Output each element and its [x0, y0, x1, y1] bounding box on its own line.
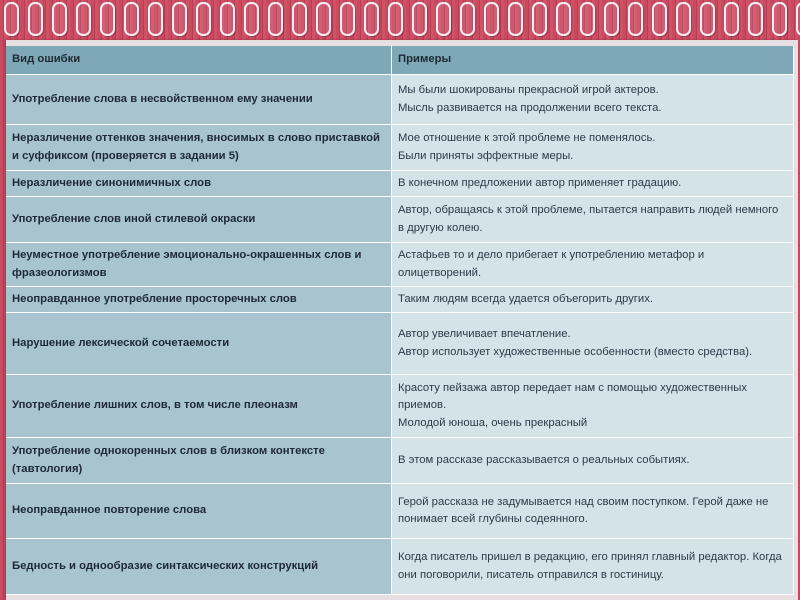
examples-cell	[392, 313, 794, 375]
table-row	[6, 313, 794, 375]
binding-ring	[532, 2, 547, 36]
table-row	[6, 75, 794, 125]
column-header-examples: Примеры	[392, 46, 794, 75]
example-text: Мысль развивается на продолжении всего текста.	[398, 101, 662, 114]
binding-ring	[292, 2, 307, 36]
binding-ring	[244, 2, 259, 36]
binding-ring	[196, 2, 211, 36]
example-text: Красоту пейзажа автор передает нам с помощью художественных приемов.	[398, 381, 747, 412]
binding-ring	[412, 2, 427, 36]
binding-ring	[100, 2, 115, 36]
error-type-cell: Употребление однокоренных слов в близком контексте (тавтология)	[6, 438, 392, 484]
table-row	[6, 484, 794, 539]
binding-ring	[748, 2, 763, 36]
examples-cell	[392, 197, 794, 243]
table-row	[6, 539, 794, 595]
example-text: Мы были шокированы прекрасной игрой актеров.	[398, 84, 659, 96]
binding-ring	[364, 2, 379, 36]
binding-ring	[340, 2, 355, 36]
binding-ring	[676, 2, 691, 36]
error-type-cell: Употребление слов иной стилевой окраски	[6, 197, 392, 243]
binding-ring	[556, 2, 571, 36]
binding-ring	[220, 2, 235, 36]
error-type-cell: Неоправданное повторение слова	[6, 484, 392, 539]
binding-ring	[724, 2, 739, 36]
example-text: Астафьев то и дело прибегает к употреблению метафор и олицетворений.	[398, 249, 705, 279]
example-text: Были приняты эффектные меры.	[398, 149, 574, 162]
error-type-cell: Употребление слова в несвойственном ему значении	[6, 75, 392, 125]
example-text: В конечном предложении автор применяет градацию.	[398, 176, 682, 189]
binding-ring	[4, 2, 19, 36]
error-type-cell: Неуместное употребление эмоционально-окрашенных слов и фразеологизмов	[6, 243, 392, 287]
examples-cell	[392, 75, 794, 125]
binding-ring	[28, 2, 43, 36]
binding-ring	[76, 2, 91, 36]
binding-ring	[700, 2, 715, 36]
binding-ring	[772, 2, 787, 36]
binding-ring	[580, 2, 595, 36]
error-type-cell: Бедность и однообразие синтаксических конструкций	[6, 539, 392, 595]
binding-ring	[124, 2, 139, 36]
table-row	[6, 287, 794, 313]
table-row	[6, 375, 794, 438]
error-type-cell: Неразличение оттенков значения, вносимых в слово приставкой и суффиксом (проверяется в задании 5)	[6, 125, 392, 171]
binding-ring	[436, 2, 451, 36]
table-row	[6, 125, 794, 171]
examples-cell	[392, 484, 794, 539]
binding-ring	[268, 2, 283, 36]
binding-ring	[148, 2, 163, 36]
example-text: В этом рассказе рассказывается о реальных событиях.	[398, 453, 690, 466]
binding-ring	[652, 2, 667, 36]
binding-ring	[172, 2, 187, 36]
binding-ring	[508, 2, 523, 36]
examples-cell	[392, 375, 794, 438]
table-row	[6, 197, 794, 243]
binding-ring	[316, 2, 331, 36]
example-text: Мое отношение к этой проблеме не поменялось.	[398, 132, 656, 144]
binding-ring	[628, 2, 643, 36]
example-text: Автор увеличивает впечатление.	[398, 328, 571, 340]
example-text: Автор, обращаясь к этой проблеме, пытается направить людей немного в другую колею.	[398, 204, 779, 234]
table-header-row	[6, 46, 794, 75]
examples-cell	[392, 243, 794, 287]
binding-ring	[604, 2, 619, 36]
example-text: Автор использует художественные особенности (вместо средства).	[398, 345, 753, 358]
table-row	[6, 171, 794, 197]
examples-cell	[392, 539, 794, 595]
errors-table	[6, 46, 794, 595]
examples-cell	[392, 438, 794, 484]
example-text: Молодой юноша, очень прекрасный	[398, 416, 588, 429]
examples-cell	[392, 125, 794, 171]
examples-cell	[392, 287, 794, 313]
binding-ring	[460, 2, 475, 36]
error-type-cell: Неразличение синонимичных слов	[6, 171, 392, 197]
example-text: Когда писатель пришел в редакцию, его принял главный редактор. Когда они поговорили, писатель отправился в гостиницу.	[398, 551, 782, 581]
binding-ring	[388, 2, 403, 36]
table-row	[6, 438, 794, 484]
examples-cell	[392, 171, 794, 197]
error-type-cell: Нарушение лексической сочетаемости	[6, 313, 392, 375]
binding-ring	[796, 2, 800, 36]
column-header-error-type: Вид ошибки	[6, 46, 392, 75]
error-type-cell: Неоправданное употребление просторечных слов	[6, 287, 392, 313]
binding-ring	[52, 2, 67, 36]
error-type-cell: Употребление лишних слов, в том числе плеоназм	[6, 375, 392, 438]
example-text: Таким людям всегда удается объегорить других.	[398, 292, 653, 305]
binding-ring	[484, 2, 499, 36]
example-text: Герой рассказа не задумывается над своим поступком. Герой даже не понимает всей глубины содеянного.	[398, 495, 769, 525]
table-row	[6, 243, 794, 287]
